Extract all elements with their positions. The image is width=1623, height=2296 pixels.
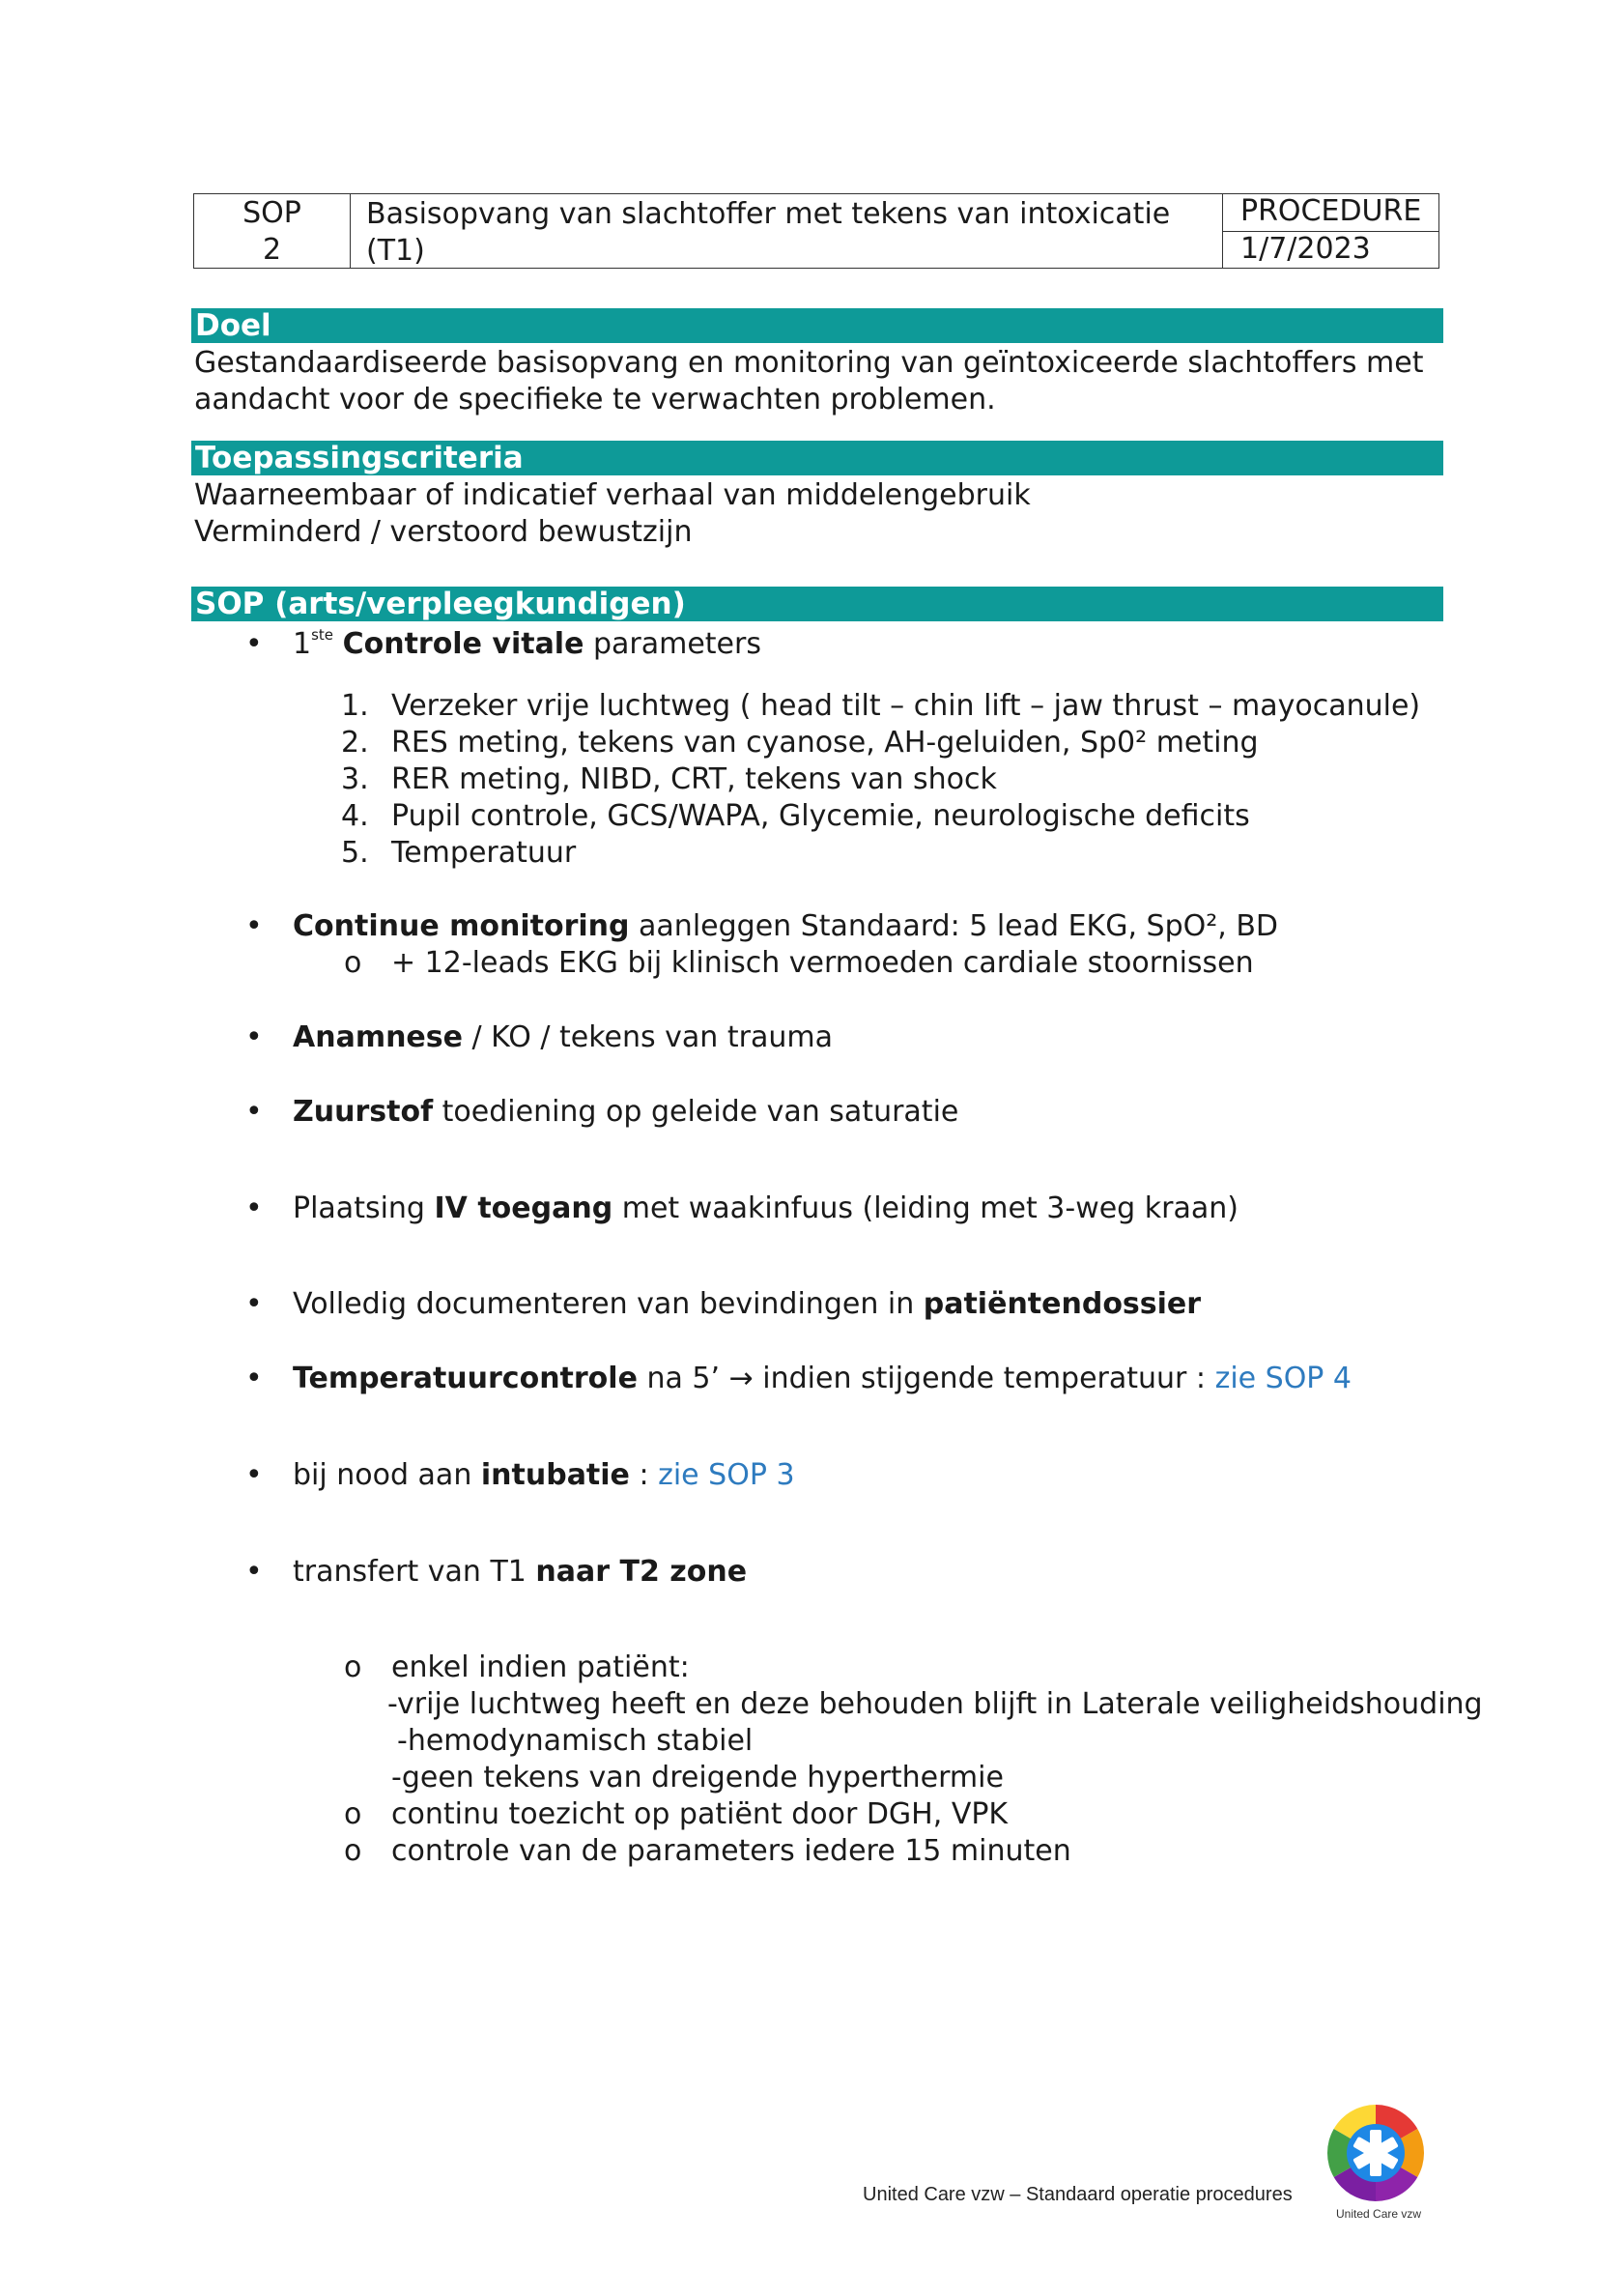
united-care-logo-icon [1325, 2103, 1426, 2203]
sop-id-cell [194, 194, 351, 268]
sub-item-enkel-indien: enkel indien patiënt: [391, 1650, 690, 1684]
condition-line: -vrije luchtweg heeft en deze behouden blijft in Laterale veiligheidshouding [387, 1687, 1483, 1721]
sop-title: Basisopvang van slachtoffer met tekens van intoxicatie (T1) [351, 194, 1223, 268]
doc-type: PROCEDURE [1223, 194, 1438, 232]
bullet: • [245, 909, 263, 943]
list-item: RER meting, NIBD, CRT, tekens van shock [391, 762, 997, 796]
bullet-transfert: transfert van T1 naar T2 zone [293, 1555, 748, 1589]
logo-caption: United Care vzw [1336, 2207, 1422, 2221]
section-heading-sop: SOP (arts/verpleegkundigen) [191, 587, 1443, 621]
bullet: • [245, 1020, 263, 1054]
sub-bullet: o [344, 1797, 362, 1831]
condition-line: -hemodynamisch stabiel [397, 1724, 754, 1758]
list-number: 1. [341, 689, 369, 723]
sub-item-toezicht: continu toezicht op patiënt door DGH, VPK [391, 1797, 1009, 1831]
bullet-documenteren: Volledig documenteren van bevindingen in patiëntendossier [293, 1287, 1202, 1321]
condition-line: -geen tekens van dreigende hyperthermie [391, 1761, 1004, 1794]
section-heading-toepassing: Toepassingscriteria [191, 441, 1443, 475]
bullet: • [245, 1095, 263, 1129]
list-number: 2. [341, 726, 369, 760]
bullet-continue-monitoring: Continue monitoring aanleggen Standaard: 5 lead EKG, SpO², BD [293, 909, 1279, 943]
sub-item-controle: controle van de parameters iedere 15 minuten [391, 1834, 1071, 1868]
link-zie-sop-4[interactable]: zie SOP 4 [1214, 1362, 1352, 1395]
list-number: 4. [341, 799, 369, 833]
bullet-anamnese: Anamnese / KO / tekens van trauma [293, 1020, 833, 1054]
sub-bullet: o [344, 1834, 362, 1868]
doel-line-2: aandacht voor de specifieke te verwachten problemen. [194, 383, 996, 416]
header-table [193, 193, 1439, 269]
arrow-right-icon: → [728, 1362, 754, 1395]
bullet-zuurstof: Zuurstof toediening op geleide van saturatie [293, 1095, 959, 1129]
bullet-iv-toegang: Plaatsing IV toegang met waakinfuus (leiding met 3-weg kraan) [293, 1191, 1239, 1225]
list-item: Pupil controle, GCS/WAPA, Glycemie, neurologische deficits [391, 799, 1250, 833]
sub-item-12-leads: + 12-leads EKG bij klinisch vermoeden cardiale stoornissen [391, 946, 1254, 980]
bullet: • [245, 627, 263, 661]
bullet: • [245, 1362, 263, 1395]
list-number: 5. [341, 836, 369, 870]
sop-label: SOP [242, 196, 301, 230]
list-number: 3. [341, 762, 369, 796]
sub-bullet: o [344, 1650, 362, 1684]
sub-bullet: o [344, 946, 362, 980]
bullet-temperatuurcontrole: Temperatuurcontrole na 5’ → indien stijgende temperatuur : zie SOP 4 [293, 1362, 1352, 1395]
bullet: • [245, 1555, 263, 1589]
section-heading-doel: Doel [191, 308, 1443, 343]
bullet: • [245, 1287, 263, 1321]
footer-text: United Care vzw – Standaard operatie procedures [863, 2184, 1293, 2205]
bullet-controle-vitale: 1ste Controle vitale parameters [293, 626, 761, 661]
doel-line-1: Gestandaardiseerde basisopvang en monitoring van geïntoxiceerde slachtoffers met [194, 346, 1424, 380]
bullet: • [245, 1191, 263, 1225]
toepassing-line-2: Verminderd / verstoord bewustzijn [194, 515, 693, 549]
list-item: Temperatuur [391, 836, 577, 870]
toepassing-line-1: Waarneembaar of indicatief verhaal van middelengebruik [194, 478, 1031, 512]
link-zie-sop-3[interactable]: zie SOP 3 [658, 1458, 795, 1492]
list-item: RES meting, tekens van cyanose, AH-geluiden, Sp0² meting [391, 726, 1259, 760]
bullet-intubatie: bij nood aan intubatie : zie SOP 3 [293, 1458, 795, 1492]
meta-cell [1223, 194, 1438, 268]
sop-number: 2 [262, 233, 282, 267]
bullet: • [245, 1458, 263, 1492]
list-item: Verzeker vrije luchtweg ( head tilt – chin lift – jaw thrust – mayocanule) [391, 689, 1421, 723]
doc-date: 1/7/2023 [1240, 231, 1371, 266]
